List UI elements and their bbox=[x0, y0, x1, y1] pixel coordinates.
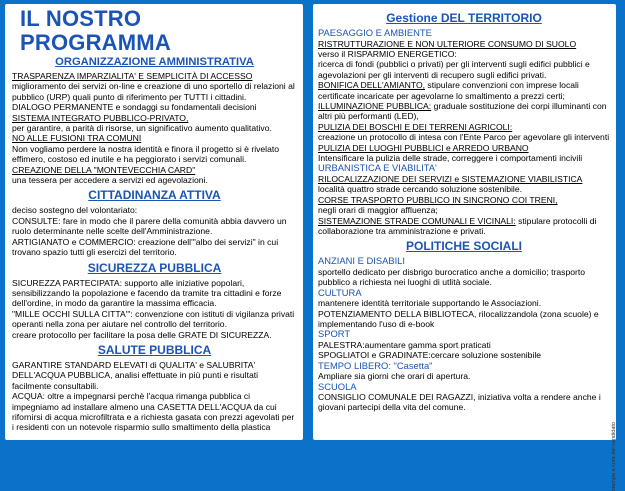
illuminazione-block bbox=[318, 101, 610, 122]
strade-block bbox=[318, 216, 610, 237]
subheading-tempo-libero: TEMPO LIBERO: "Casetta" bbox=[318, 359, 433, 371]
page-title: IL NOSTRO PROGRAMMA bbox=[20, 6, 171, 55]
print-credit: stampa a cura del candidato bbox=[611, 422, 617, 491]
illuminazione-text: graduale sostituzione dei corpi illuminanti con altri più performanti (LED), bbox=[318, 100, 607, 122]
scuola-text: CONSIGLIO COMUNALE DEI RAGAZZI, iniziativa volta a rendere anche i giovani partecipi della vita del comune. bbox=[318, 392, 601, 413]
boschi-lead: PULIZIA DEI BOSCHI E DEI TERRENI AGRICOLI: bbox=[318, 121, 513, 132]
strade-text: stipulare protocolli di collaborazione tra amministrazione e privati. bbox=[318, 215, 597, 236]
luoghi-text: Intensificare la pulizia delle strade, correggere i comportamenti incivili bbox=[318, 152, 583, 163]
subheading-scuola: SCUOLA bbox=[318, 380, 357, 392]
salute-text-1: GARANTIRE STANDARD ELEVATI di QUALITA' e SALUBRITA' DELL'ACQUA PUBBLICA, analisi effettuate in più punti e risultati facilmente consultabili. bbox=[12, 359, 259, 391]
dialogo-lead: DIALOGO PERMANENTE bbox=[12, 102, 114, 113]
sport-text-1: PALESTRA:aumentare gamma sport praticati bbox=[318, 339, 491, 350]
corse-lead: CORSE TRASPORTO PUBBLICO IN SINCRONO COI TRENI, bbox=[318, 194, 558, 205]
ristrutturazione-lead: RISTRUTTURAZIONE E NON ULTERIORE CONSUMO DI SUOLO bbox=[318, 38, 577, 49]
ristrutturazione-block bbox=[318, 39, 610, 81]
rilocalizzazione-lead: RILOCALIZZAZIONE DEI SERVIZI e SISTEMAZIONE VIABILISTICA bbox=[318, 173, 583, 184]
section-heading-sociali: POLITICHE SOCIALI bbox=[405, 239, 522, 254]
cittadinanza-text-2: CONSULTE: fare in modo che il parere della comunità abbia davvero un ruolo determinante nelle scelte dell'Amministrazione. bbox=[12, 215, 287, 237]
section-heading-sicurezza: SICUREZZA PUBBLICA bbox=[87, 260, 222, 275]
subheading-sport: SPORT bbox=[318, 328, 351, 340]
sistema-block bbox=[12, 113, 297, 134]
cittadinanza-text-3: ARTIGIANATO e COMMERCIO: creazione dell'"albo dei servizi" in cui trovano spazio tutti gli esercizi del territorio. bbox=[12, 236, 279, 258]
anziani-text: sportello dedicato per disbrigo burocratico anche a domicilio; trasporto pubblico a richiesta nei luoghi di utlità sociale. bbox=[318, 266, 586, 288]
section-heading-organizzazione: ORGANIZZAZIONE AMMINISTRATIVA bbox=[55, 56, 254, 68]
subheading-cultura: CULTURA bbox=[318, 286, 362, 298]
card-text: una tessera per accedere a servizi ed agevolazioni. bbox=[12, 175, 208, 186]
dialogo-text: e sondaggi su fondamentali decisioni bbox=[113, 102, 257, 113]
boschi-text: creazione un protocollo di intesa con l'Ente Parco per agevolare gli interventi bbox=[318, 132, 610, 143]
luoghi-lead: PULIZIA DEI LUOGHI PUBBLICI e ARREDO URBANO bbox=[318, 142, 529, 153]
subheading-urbanistica: URBANISTICA E VIABILITA' bbox=[318, 162, 437, 174]
sistema-lead: SISTEMA INTEGRATO PUBBLICO-PRIVATO, bbox=[12, 112, 189, 123]
section-heading-salute: SALUTE PUBBLICA bbox=[97, 342, 212, 357]
fusioni-block bbox=[12, 133, 297, 164]
corse-text: negli orari di maggior affluenza; bbox=[318, 205, 438, 216]
biblioteca-text: POTENZIAMENTO DELLA BIBLIOTECA, rilocalizzandola (zona scuole) e implementando l'uso di e-book bbox=[318, 308, 599, 329]
right-panel bbox=[313, 4, 617, 491]
amianto-text: stipulare convenzioni con imprese locali certificate incaricate per agevolarne lo smaltimento a prezzi certi; bbox=[318, 80, 579, 101]
amianto-lead: BONIFICA DELL'AMIANTO, bbox=[318, 80, 426, 91]
rilocalizzazione-block bbox=[318, 174, 610, 195]
section-heading-cittadinanza: CITTADINANZA ATTIVA bbox=[88, 188, 221, 203]
amianto-block bbox=[318, 80, 610, 101]
left-panel bbox=[5, 4, 303, 440]
sicurezza-text-2: "MILLE OCCHI SULLA CITTA'": convenzione con istituti di vigilanza privati operanti nella zona per aiutare nel controllo del territorio. bbox=[12, 308, 295, 330]
fusioni-text: Non vogliamo perdere la nostra identità e finora il progetto si è rivelato effimero, costoso ed inutile e ha peggiorato i servizi comunali. bbox=[12, 143, 280, 165]
strade-lead: SISTEMAZIONE STRADE COMUNALI E VICINALI: bbox=[318, 215, 516, 226]
card-block bbox=[12, 165, 297, 186]
card-lead: CREAZIONE DELLA "MONTEVECCHIA CARD" bbox=[12, 164, 196, 175]
boschi-block bbox=[318, 122, 610, 143]
tempo-libero-text: Ampliare sia giorni che orari di apertura. bbox=[318, 371, 471, 382]
cittadinanza-text-1: deciso sostegno del volontariato: bbox=[12, 205, 138, 216]
sicurezza-text-3: creare protocollo per facilitare la posa delle GRATE DI SICUREZZA. bbox=[12, 329, 272, 340]
sicurezza-text-1: SICUREZZA PARTECIPATA: supporto alle iniziative popolari, sensibilizzando la popolazione e facendo da tramite tra cittadini e forze dell'ordine, in modo da garantire la massima efficacia. bbox=[12, 277, 282, 309]
subheading-paesaggio: PAESAGGIO E AMBIENTE bbox=[318, 27, 432, 38]
trasparenza-text: miglioramento dei servizi on-line e creazione di uno sportello di relazioni al pubblico (URP) quali punto di riferimento per TUTTI i cittadini. bbox=[12, 81, 295, 102]
salute-text-2: ACQUA: oltre a impegnarsi perchè l'acqua rimanga pubblica ci impegniamo ad installare almeno una CASETTA DELL'ACQUA da cui rifornirsi di acqua microfiltrata e a richiesta gasata con prezzi agevolati per i residenti con un notevole risparmio sullo smaltimento della plastica bbox=[12, 391, 295, 433]
sport-text-2: SPOGLIATOI e GRADINATE:cercare soluzione sostenibile bbox=[318, 350, 542, 361]
fusioni-lead: NO ALLE FUSIONI TRA COMUNI bbox=[12, 133, 142, 144]
subheading-anziani: ANZIANI E DISABILI bbox=[318, 255, 406, 267]
corse-block bbox=[318, 195, 610, 216]
trasparenza-block bbox=[12, 71, 297, 102]
section-heading-territorio: Gestione DEL TERRITORIO bbox=[386, 11, 542, 25]
ristrutturazione-text: verso il RISPARMIO ENERGETICO: bbox=[318, 48, 457, 59]
rilocalizzazione-text: località quattro strade cercando soluzione sostenibile. bbox=[318, 184, 522, 195]
ristrutturazione-text-2: ricerca di fondi (pubblici o privati) per gli interventi sugli edifici pubblici e agevolazioni per gli interventi di recupero sugli edifici privati. bbox=[318, 59, 590, 80]
luoghi-block bbox=[318, 143, 610, 164]
cultura-text: mantenere identità territoriale supportando le Associazioni. bbox=[318, 298, 542, 309]
dialogo-block bbox=[12, 102, 297, 112]
illuminazione-lead: ILLUMINAZIONE PUBBLICA: bbox=[318, 100, 432, 111]
sistema-text: per garantire, a parità di risorse, un significativo aumento qualitativo. bbox=[12, 123, 272, 134]
trasparenza-lead: TRASPARENZA IMPARZIALITA' E SEMPLICITÀ DI ACCESSO bbox=[12, 71, 253, 81]
